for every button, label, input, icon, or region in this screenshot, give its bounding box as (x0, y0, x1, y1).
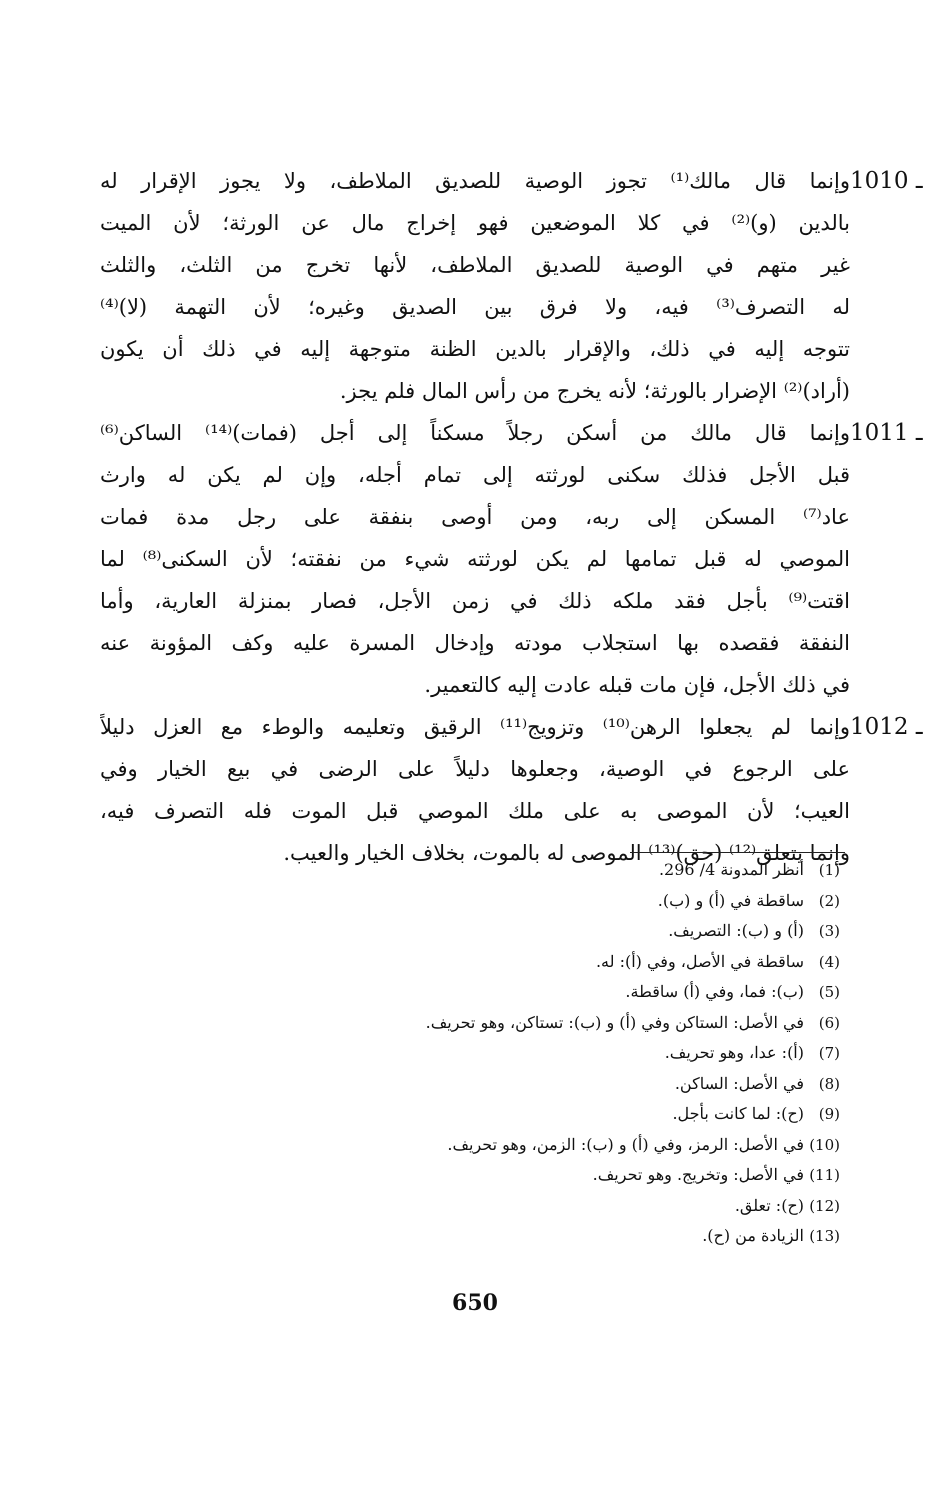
footnote-text: الزيادة من (ح). (702, 1226, 804, 1245)
paragraph-number: 1012 ـ (850, 714, 923, 740)
footnote-separator (630, 852, 845, 853)
footnote (100, 1074, 840, 1105)
text-line: على الرجوع في الوصية، وجعلوها دليلاً على الرضى في بيع الخيار وفي (100, 757, 850, 781)
text-line: (أراد)⁽²⁾ الإضرار بالورثة؛ لأنه يخرج من رأس المال فلم يجز. (339, 379, 850, 403)
footnote-number: (13) (809, 1227, 840, 1245)
footnote-text: ساقطة في (أ) و (ب). (657, 890, 804, 910)
footnote-number: (10) (809, 1135, 840, 1154)
footnote-text: (ب): فما، وفي (أ) ساقطة. (625, 982, 804, 1001)
footnote-number: (4) (818, 952, 840, 971)
footnote-text: أنظر المدونة 4/ 296. (658, 860, 804, 879)
footnote (100, 921, 840, 952)
paragraph-1011 (100, 412, 923, 706)
page-number: 650 (452, 1290, 498, 1316)
footnote-text: (ح): لما كانت بأجل. (672, 1104, 804, 1123)
footnote-number: (7) (818, 1044, 840, 1062)
text-line: وإنما قال مالك⁽¹⁾ تجوز الوصية للصديق الملاطف، ولا يجوز الإقرار له (100, 169, 850, 193)
footnote-number: (8) (818, 1074, 840, 1093)
text-line: قبل الأجل فذلك سكنى لورثته إلى تمام أجله، وإن لم يكن له وارث (100, 463, 850, 487)
footnote-text: في الأصل: الساكن. (674, 1073, 804, 1093)
footnote-text: (أ): عدا، وهو تحريف. (664, 1043, 804, 1062)
text-line: العيب؛ لأن الموصى به على ملك الموصي قبل الموت فله التصرف فيه، (100, 799, 850, 823)
footnotes (100, 860, 840, 1257)
footnote-text: في الأصل: الستاكن وفي (أ) و (ب): تستاكن، وهو تحريف. (425, 1012, 804, 1032)
footnote-text: في الأصل: وتخريج. وهو تحريف. (592, 1165, 804, 1184)
footnote (100, 952, 840, 983)
text-line: بالدين (و)⁽²⁾ في كلا الموضعين فهو إخراج مال عن الورثة؛ لأن الميت (100, 211, 850, 235)
footnote-number: (12) (809, 1196, 840, 1215)
footnote-number: (5) (818, 983, 840, 1001)
footnote (100, 1135, 840, 1166)
footnote (100, 860, 840, 891)
main-text (100, 160, 923, 874)
footnote (100, 1226, 840, 1257)
text-line: غير متهم في الوصية للصديق الملاطف، لأنها تخرج من الثلث، والثلث (100, 253, 850, 277)
text-line: في ذلك الأجل، فإن مات قبله عادت إليه كالتعمير. (424, 673, 850, 697)
footnote-number: (11) (809, 1166, 840, 1184)
footnote-text: ساقطة في الأصل، وفي (أ): له. (595, 951, 804, 971)
text-line: اقتت⁽⁹⁾ بأجل فقد ملكه ذلك في زمن الأجل، فصار بمنزلة العارية، وأما (100, 589, 850, 613)
paragraph-1012 (100, 706, 923, 874)
text-line: النفقة فقصده بها استجلاب مودته وإدخال المسرة عليه وكف المؤونة عنه (100, 631, 850, 655)
footnote-number: (2) (818, 891, 840, 910)
text-line: عاد⁽⁷⁾ المسكن إلى ربه، ومن أوصى بنفقة على رجل مدة فمات (100, 505, 850, 529)
footnote-text: (أ) و (ب): التصريف. (668, 921, 804, 940)
footnote (100, 1013, 840, 1044)
footnote (100, 1196, 840, 1227)
paragraph-number: 1010 ـ (850, 168, 923, 194)
paragraph-number: 1011 ـ (850, 420, 923, 446)
footnote-number: (3) (818, 922, 840, 940)
paragraph-1010 (100, 160, 923, 412)
text-line: له التصرف⁽³⁾ فيه، ولا فرق بين الصديق وغيره؛ لأن التهمة (لا)⁽⁴⁾ (100, 295, 850, 319)
footnote-text: (ح): تعلق. (734, 1195, 804, 1215)
text-line: وإنما قال مالك من أسكن رجلاً مسكناً إلى أجل (فمات)⁽¹⁴⁾ الساكن⁽⁶⁾ (100, 421, 850, 445)
footnote-number: (1) (818, 861, 840, 879)
text-line: الموصي له قبل تمامها لم يكن لورثته شيء من نفقته؛ لأن السكنى⁽⁸⁾ لما (100, 547, 850, 571)
footnote-number: (9) (818, 1105, 840, 1123)
text-line: تتوجه إليه في ذلك، والإقرار بالدين الظنة متوجهة إليه في ذلك أن يكون (100, 337, 850, 361)
footnote-text: في الأصل: الرمز، وفي (أ) و (ب): الزمن، وهو تحريف. (447, 1134, 804, 1154)
footnote (100, 1165, 840, 1196)
footnote (100, 891, 840, 922)
footnote (100, 1104, 840, 1135)
footnote-number: (6) (818, 1013, 840, 1032)
footnote (100, 982, 840, 1013)
footnote (100, 1043, 840, 1074)
text-line: وإنما يتعلق⁽¹²⁾ (حق)⁽¹³⁾ الموصى له بالموت، بخلاف الخيار والعيب. (283, 841, 850, 865)
text-line: وإنما لم يجعلوا الرهن⁽¹⁰⁾ وتزويج⁽¹¹⁾ الرقيق وتعليمه والوطء مع العزل دليلاً (100, 715, 850, 739)
